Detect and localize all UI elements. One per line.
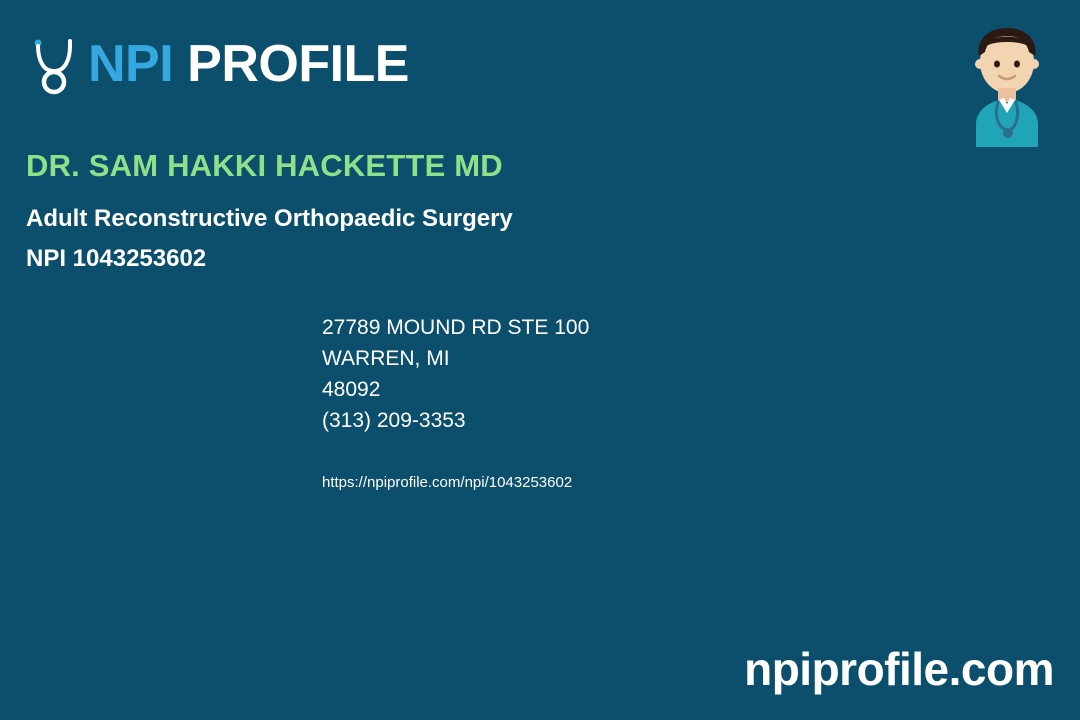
provider-taxonomy: Adult Reconstructive Orthopaedic Surgery bbox=[26, 205, 513, 232]
address-city-state: WARREN, MI bbox=[322, 347, 450, 370]
profile-url[interactable]: https://npiprofile.com/npi/1043253602 bbox=[322, 474, 573, 491]
doctor-avatar-icon bbox=[952, 12, 1062, 147]
address-zip: 48092 bbox=[322, 378, 381, 401]
brand-logo bbox=[26, 28, 409, 100]
brand-logo-profile: PROFILE bbox=[173, 35, 409, 93]
brand-logo-npi: NPI bbox=[88, 35, 174, 93]
brand-logo-text bbox=[88, 35, 409, 93]
address-street: 27789 MOUND RD STE 100 bbox=[322, 316, 590, 339]
address-block bbox=[322, 312, 589, 436]
provider-name: DR. SAM HAKKI HACKETTE MD bbox=[26, 148, 503, 183]
stethoscope-icon bbox=[26, 33, 82, 95]
provider-npi-number: NPI 1043253602 bbox=[26, 245, 207, 272]
address-phone: (313) 209-3353 bbox=[322, 409, 466, 432]
footer-brand: npiprofile.com bbox=[744, 643, 1054, 695]
